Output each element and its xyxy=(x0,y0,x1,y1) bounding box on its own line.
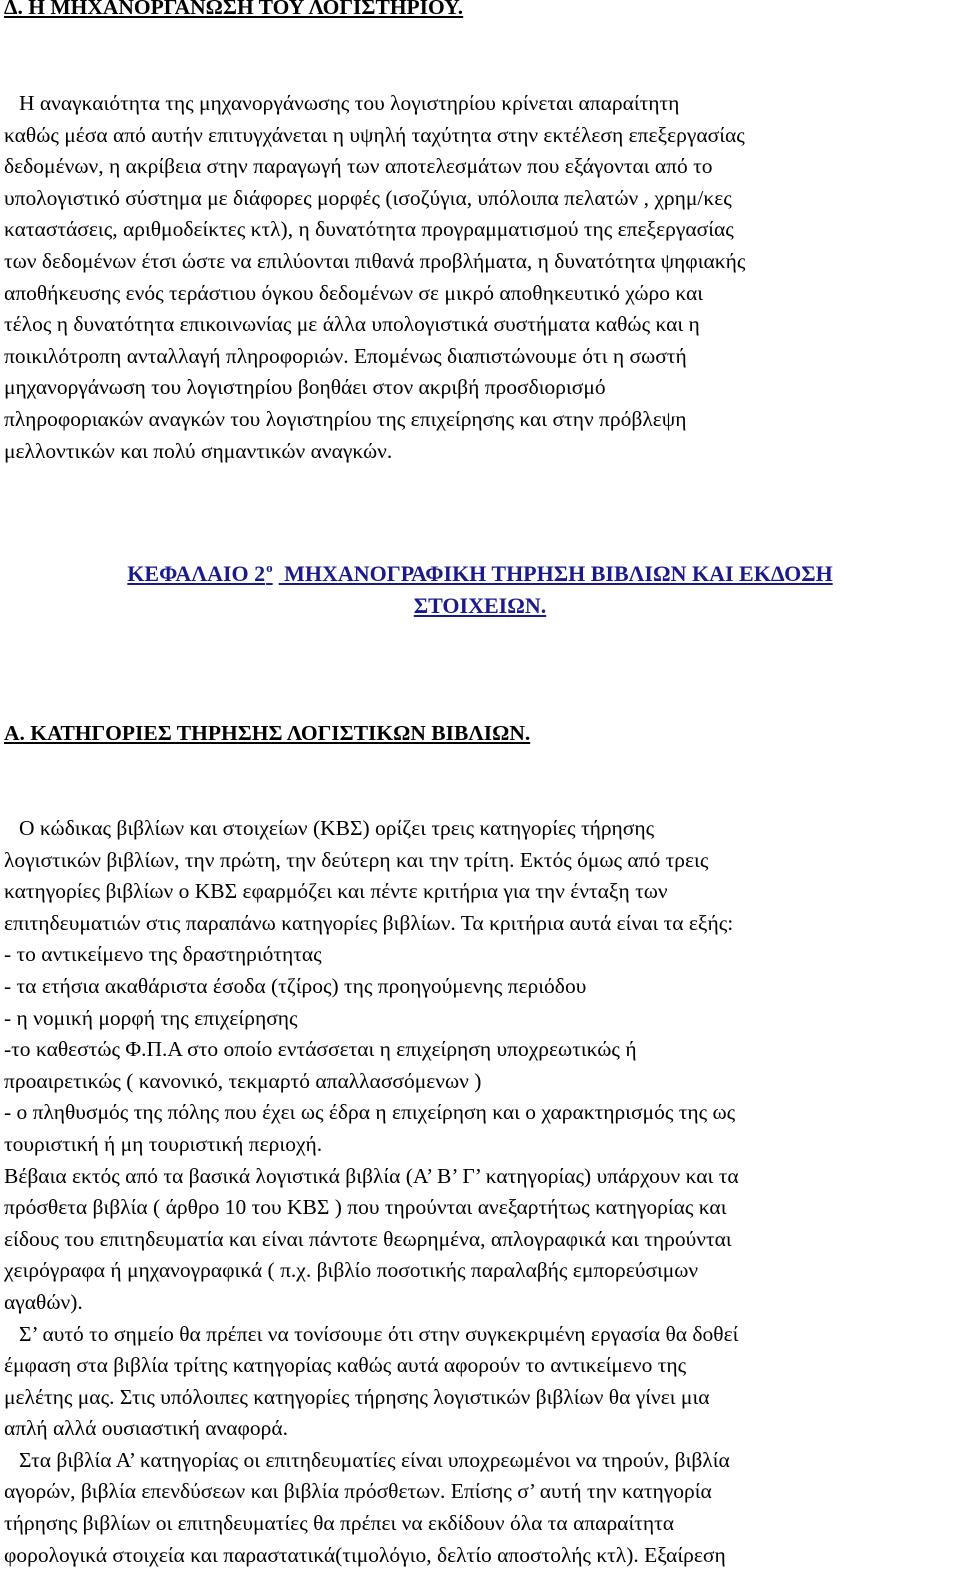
paragraph-line: μηχανοργάνωση του λογιστηρίου βοηθάει στον ακριβή προσδιορισμό xyxy=(4,375,606,400)
paragraph-line: καθώς μέσα από αυτήν επιτυγχάνεται η υψηλή ταχύτητα στην εκτέλεση επεξεργασίας xyxy=(4,122,745,147)
chapter-title-ordinal: ο xyxy=(266,560,273,575)
paragraph-line: τέλος η δυνατότητα επικοινωνίας με άλλα υπολογιστικά συστήματα καθώς και η xyxy=(4,312,700,337)
paragraph-line: πληροφοριακών αναγκών του λογιστηρίου της επιχείρησης και στην πρόβλεψη xyxy=(4,406,687,431)
section-heading-d: Δ. Η ΜΗΧΑΝΟΡΓΑΝΩΣΗ ΤΟΥ ΛΟΓΙΣΤΗΡΙΟΥ. xyxy=(4,0,464,19)
paragraph-line: χειρόγραφα ή μηχανογραφικά ( π.χ. βιβλίο ποσοτικής παραλαβής εμπορεύσιμων xyxy=(4,1258,699,1283)
paragraph-line: αγαθών). xyxy=(4,1289,83,1314)
paragraph-line: πρόσθετα βιβλία ( άρθρο 10 του ΚΒΣ ) που τηρούνται ανεξαρτήτως κατηγορίας και xyxy=(4,1195,727,1220)
paragraph-line: Η αναγκαιότητα της μηχανοργάνωσης του λογιστηρίου κρίνεται απαραίτητη xyxy=(19,91,680,115)
paragraph-line: Σ’ αυτό το σημείο θα πρέπει να τονίσουμε ότι στην συγκεκριμένη εργασία θα δοθεί xyxy=(19,1321,739,1346)
chapter-title-prefix: ΚΕΦΑΛΑΙΟ 2 xyxy=(127,561,266,586)
paragraph-line: προαιρετικώς ( κανονικό, τεκμαρτό απαλλασσόμενων ) xyxy=(4,1068,482,1093)
paragraph-line: δεδομένων, η ακρίβεια στην παραγωγή των αποτελεσμάτων που εξάγονται από το xyxy=(4,154,713,179)
paragraph-line: τουριστική ή μη τουριστική περιοχή. xyxy=(4,1131,323,1156)
paragraph-mechanization xyxy=(4,88,745,467)
chapter-title-line2: ΣΤΟΙΧΕΙΩΝ. xyxy=(413,593,547,618)
paragraph-book-categories xyxy=(4,813,739,1571)
section-heading-a: Α. ΚΑΤΗΓΟΡΙΕΣ ΤΗΡΗΣΗΣ ΛΟΓΙΣΤΙΚΩΝ ΒΙΒΛΙΩΝ. xyxy=(4,721,531,745)
paragraph-line: καταστάσεις, αριθμοδείκτες κτλ), η δυνατότητα προγραμματισμού της επεξεργασίας xyxy=(4,217,734,242)
paragraph-line: μελλοντικών και πολύ σημαντικών αναγκών. xyxy=(4,438,393,463)
paragraph-line: αγορών, βιβλία επενδύσεων και βιβλία πρόσθετων. Επίσης σ’ αυτή την κατηγορία xyxy=(4,1479,712,1504)
paragraph-line: - τα ετήσια ακαθάριστα έσοδα (τζίρος) της προηγούμενης περιόδου xyxy=(4,973,587,998)
paragraph-line: φορολογικά στοιχεία και παραστατικά(τιμολόγιο, δελτίο αποστολής κτλ). Εξαίρεση xyxy=(4,1542,726,1567)
paragraph-line: υπολογιστικό σύστημα με διάφορες μορφές (ισοζύγια, υπόλοιπα πελατών , χρημ/κες xyxy=(4,185,732,210)
paragraph-line: αποθήκευσης ενός τεράστιου όγκου δεδομένων σε μικρό αποθηκευτικό χώρο και xyxy=(4,280,704,305)
paragraph-line: -το καθεστώς Φ.Π.Α στο οποίο εντάσσεται η επιχείρηση υποχρεωτικώς ή xyxy=(4,1037,637,1062)
paragraph-line: - το αντικείμενο της δραστηριότητας xyxy=(4,942,322,967)
paragraph-line: Ο κώδικας βιβλίων και στοιχείων (ΚΒΣ) ορίζει τρεις κατηγορίες τήρησης xyxy=(19,816,655,840)
chapter-title-rest: ΜΗΧΑΝΟΓΡΑΦΙΚΗ ΤΗΡΗΣΗ ΒΙΒΛΙΩΝ ΚΑΙ ΕΚΔΟΣΗ xyxy=(278,561,833,586)
chapter-title xyxy=(0,560,960,587)
paragraph-line: ποικιλότροπη ανταλλαγή πληροφοριών. Επομένως διαπιστώνουμε ότι η σωστή xyxy=(4,343,687,368)
paragraph-line: των δεδομένων έτσι ώστε να επιλύονται πιθανά προβλήματα, η δυνατότητα ψηφιακής xyxy=(4,248,746,273)
paragraph-line: Στα βιβλία Α’ κατηγορίας οι επιτηδευματίες είναι υποχρεωμένοι να τηρούν, βιβλία xyxy=(19,1447,730,1472)
paragraph-line: επιτηδευματιών στις παραπάνω κατηγορίες βιβλίων. Τα κριτήρια αυτά είναι τα εξής: xyxy=(4,910,734,935)
paragraph-line: Βέβαια εκτός από τα βασικά λογιστικά βιβλία (Α’ Β’ Γ’ κατηγορίας) υπάρχουν και τα xyxy=(4,1163,739,1188)
paragraph-line: τήρησης βιβλίων οι επιτηδευματίες θα πρέπει να εκδίδουν όλα τα απαραίτητα xyxy=(4,1511,675,1536)
paragraph-line: μελέτης μας. Στις υπόλοιπες κατηγορίες τήρησης λογιστικών βιβλίων θα γίνει μια xyxy=(4,1384,710,1409)
paragraph-line: - η νομική μορφή της επιχείρησης xyxy=(4,1005,298,1030)
paragraph-line: κατηγορίες βιβλίων ο ΚΒΣ εφαρμόζει και πέντε κριτήρια για την ένταξη των xyxy=(4,879,668,904)
paragraph-line: απλή αλλά ουσιαστική αναφορά. xyxy=(4,1416,289,1441)
paragraph-line: - ο πληθυσμός της πόλης που έχει ως έδρα η επιχείρηση και ο χαρακτηρισμός της ως xyxy=(4,1100,736,1125)
paragraph-line: είδους του επιτηδευματία και είναι πάντοτε θεωρημένα, απλογραφικά και τηρούνται xyxy=(4,1226,732,1251)
paragraph-line: λογιστικών βιβλίων, την πρώτη, την δεύτερη και την τρίτη. Εκτός όμως από τρεις xyxy=(4,847,709,872)
paragraph-line: έμφαση στα βιβλία τρίτης κατηγορίας καθώς αυτά αφορούν το αντικείμενο της xyxy=(4,1353,687,1378)
